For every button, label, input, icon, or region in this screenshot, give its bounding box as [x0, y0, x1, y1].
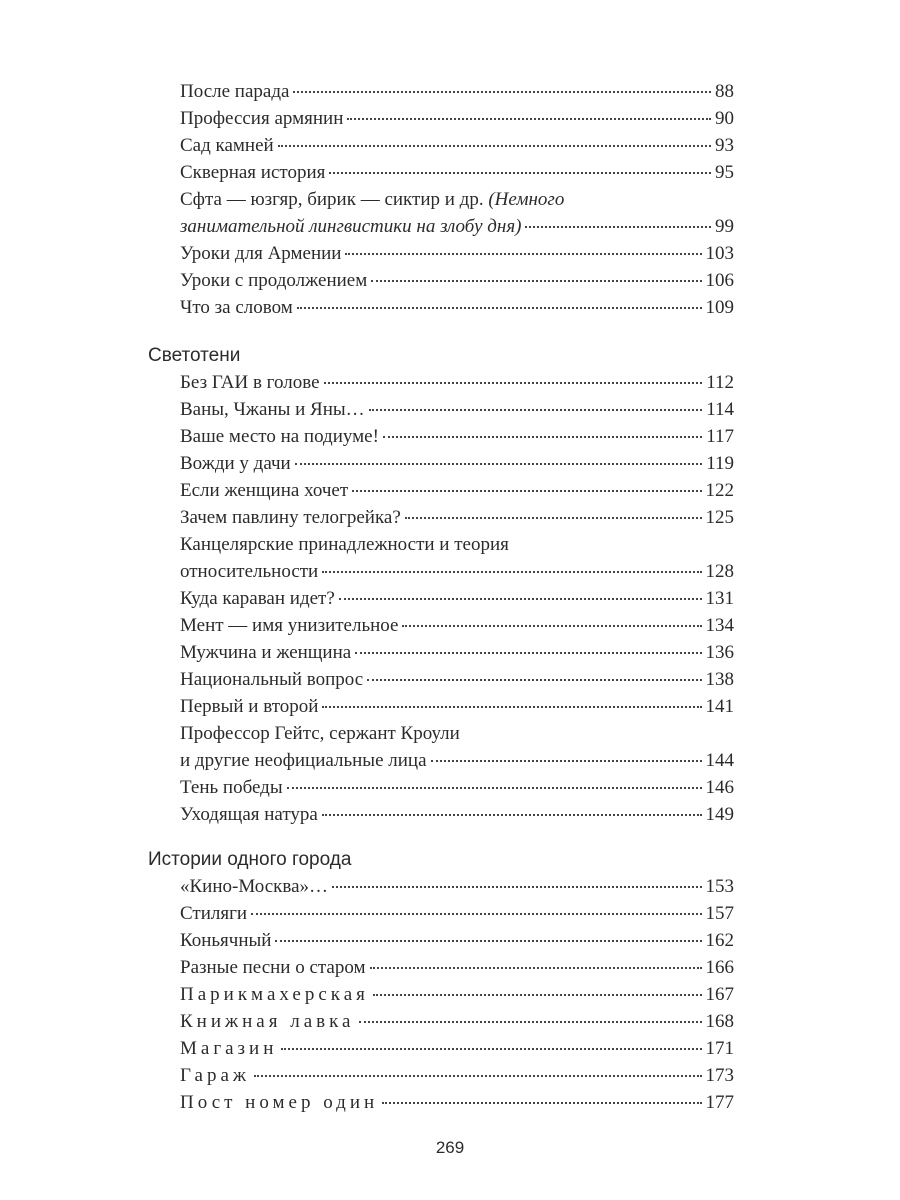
- entry-page: 173: [705, 1065, 734, 1086]
- toc-entry: [180, 639, 734, 666]
- dot-leader: [383, 436, 702, 438]
- dot-leader: [293, 91, 711, 93]
- page-number: 269: [435, 1138, 465, 1157]
- dot-leader: [525, 226, 711, 228]
- toc-entry: [180, 132, 734, 159]
- entry-page: 166: [705, 957, 734, 978]
- dot-leader: [322, 571, 701, 573]
- entry-title: Мужчина и женщина: [180, 642, 352, 663]
- entry-page: 95: [715, 162, 734, 183]
- entry-page: 88: [715, 81, 734, 102]
- toc-entry: [180, 531, 734, 585]
- entry-page: 138: [705, 669, 734, 690]
- entry-page: 128: [705, 561, 734, 582]
- entry-title: Книжная лавка: [180, 1011, 355, 1032]
- dot-leader: [329, 172, 711, 174]
- toc-entry: [180, 477, 734, 504]
- toc-entry: [180, 693, 734, 720]
- entry-title-line1: Сфта — юзгяр, бирик — сиктир и др.: [180, 189, 484, 210]
- entry-page: 141: [705, 696, 734, 717]
- section-title: Светотени: [148, 345, 241, 366]
- entry-title-italic: (Немного: [488, 189, 565, 210]
- toc-entry: [180, 666, 734, 693]
- entry-title: Уроки для Армении: [180, 243, 342, 264]
- entry-page: 125: [705, 507, 734, 528]
- toc-entry: [180, 954, 734, 981]
- toc-entry: [180, 900, 734, 927]
- toc-entry: [180, 1008, 734, 1035]
- entry-page: 171: [705, 1038, 734, 1059]
- toc-entry: [180, 873, 734, 900]
- entry-page: 146: [705, 777, 734, 798]
- entry-page: 167: [705, 984, 734, 1005]
- toc-entry: [180, 267, 734, 294]
- dot-leader: [402, 625, 701, 627]
- dot-leader: [355, 652, 701, 654]
- entry-title: Без ГАИ в голове: [180, 372, 320, 393]
- entry-page: 168: [705, 1011, 734, 1032]
- toc-entry: [180, 504, 734, 531]
- entry-title: Национальный вопрос: [180, 669, 364, 690]
- entry-title: Гараж: [180, 1065, 251, 1086]
- toc-entry: [180, 612, 734, 639]
- toc-entry: [180, 927, 734, 954]
- entry-title: Первый и второй: [180, 696, 319, 717]
- entry-page: 119: [706, 453, 734, 474]
- entry-title: Ваше место на подиуме!: [180, 426, 379, 447]
- entry-page: 117: [706, 426, 734, 447]
- entry-title: Куда караван идет?: [180, 588, 335, 609]
- dot-leader: [359, 1021, 702, 1023]
- toc-entry: [180, 585, 734, 612]
- dot-leader: [369, 409, 703, 411]
- dot-leader: [339, 598, 702, 600]
- dot-leader: [278, 145, 711, 147]
- toc-entry: [180, 294, 734, 321]
- toc-entry: [180, 981, 734, 1008]
- dot-leader: [382, 1102, 701, 1104]
- dot-leader: [405, 517, 702, 519]
- entry-title-line1: Канцелярские принадлежности и теория: [180, 534, 509, 555]
- toc-entry: [180, 801, 734, 828]
- toc-entry: [180, 423, 734, 450]
- entry-title: Профессия армянин: [180, 108, 344, 129]
- entry-page: 131: [705, 588, 734, 609]
- entry-title: Уроки с продолжением: [180, 270, 368, 291]
- dot-leader: [251, 913, 701, 915]
- section-title: Истории одного города: [148, 849, 352, 870]
- dot-leader: [287, 787, 702, 789]
- entry-title: Зачем павлину телогрейка?: [180, 507, 401, 528]
- entry-page: 93: [715, 135, 734, 156]
- entry-title: Коньячный: [180, 930, 272, 951]
- entry-page: 106: [705, 270, 734, 291]
- dot-leader: [367, 679, 701, 681]
- dot-leader: [322, 814, 702, 816]
- dot-leader: [345, 253, 701, 255]
- entry-page: 149: [705, 804, 734, 825]
- toc-entry: [180, 396, 734, 423]
- entry-title: Сад камней: [180, 135, 274, 156]
- dot-leader: [431, 760, 702, 762]
- entry-title: Если женщина хочет: [180, 480, 349, 501]
- entry-title: Разные песни о старом: [180, 957, 366, 978]
- entry-page: 103: [705, 243, 734, 264]
- dot-leader: [371, 280, 701, 282]
- entry-page: 134: [705, 615, 734, 636]
- entry-title-line2: и другие неофициальные лица: [180, 750, 427, 771]
- dot-leader: [254, 1075, 701, 1077]
- entry-page: 112: [706, 372, 734, 393]
- entry-title: Стиляги: [180, 903, 248, 924]
- entry-page: 109: [705, 297, 734, 318]
- dot-leader: [322, 706, 701, 708]
- toc-entry: [180, 774, 734, 801]
- entry-page: 90: [715, 108, 734, 129]
- toc-entry: [180, 369, 734, 396]
- toc-entry: [180, 720, 734, 774]
- entry-page: 153: [705, 876, 734, 897]
- toc-entry: [180, 1062, 734, 1089]
- entry-page: 122: [705, 480, 734, 501]
- dot-leader: [295, 463, 702, 465]
- dot-leader: [324, 382, 703, 384]
- entry-page: 136: [705, 642, 734, 663]
- dot-leader: [332, 886, 701, 888]
- entry-title: Пост номер один: [180, 1092, 379, 1113]
- dot-leader: [275, 940, 701, 942]
- entry-page: 114: [706, 399, 734, 420]
- dot-leader: [373, 994, 702, 996]
- dot-leader: [281, 1048, 701, 1050]
- entry-title: Мент — имя унизительное: [180, 615, 399, 636]
- entry-title: Парикмахерская: [180, 984, 369, 1005]
- toc-entry: [180, 159, 734, 186]
- entry-title-line2: относительности: [180, 561, 319, 582]
- entry-page: 144: [705, 750, 734, 771]
- toc-entry: [180, 78, 734, 105]
- entry-title: «Кино-Москва»…: [180, 876, 329, 897]
- entry-page: 177: [705, 1092, 734, 1113]
- dot-leader: [297, 307, 702, 309]
- entry-title: Вожди у дачи: [180, 453, 291, 474]
- toc-entry: [180, 450, 734, 477]
- toc-entry: [180, 186, 734, 240]
- toc-entry: [180, 240, 734, 267]
- entry-title-line2: занимательной лингвистики на злобу дня): [180, 216, 522, 237]
- toc-entry: [180, 1089, 734, 1116]
- entry-title: Тень победы: [180, 777, 283, 798]
- toc-entry: [180, 105, 734, 132]
- entry-title: Уходящая натура: [180, 804, 318, 825]
- entry-page: 162: [705, 930, 734, 951]
- dot-leader: [347, 118, 711, 120]
- entry-title: Что за словом: [180, 297, 293, 318]
- toc-entry: [180, 1035, 734, 1062]
- dot-leader: [352, 490, 701, 492]
- dot-leader: [370, 967, 702, 969]
- entry-title: Магазин: [180, 1038, 278, 1059]
- entry-title: Ваны, Чжаны и Яны…: [180, 399, 365, 420]
- entry-title: После парада: [180, 81, 290, 102]
- entry-title: Скверная история: [180, 162, 326, 183]
- entry-title-line1: Профессор Гейтс, сержант Кроули: [180, 723, 460, 744]
- entry-page: 157: [705, 903, 734, 924]
- entry-page: 99: [715, 216, 734, 237]
